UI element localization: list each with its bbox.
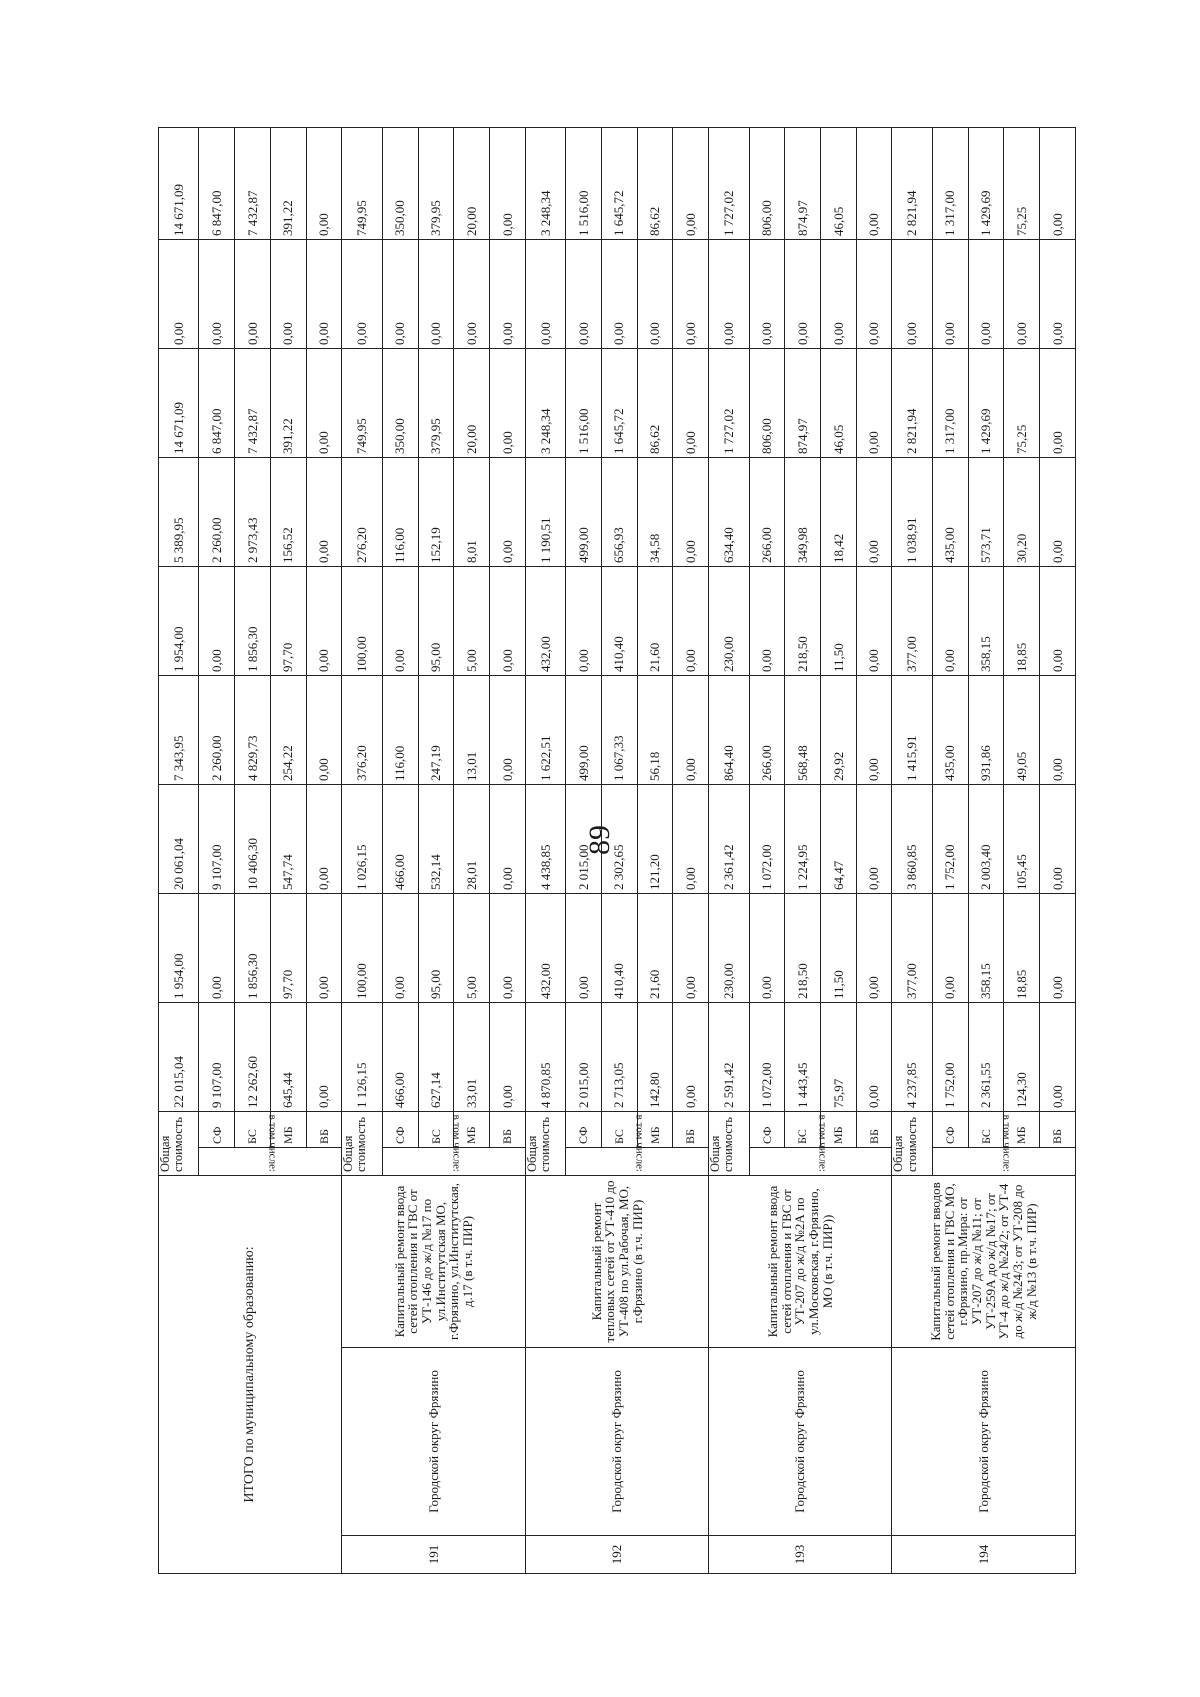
funding-value: 391,22 [270,348,306,457]
funding-value: 7 432,87 [235,348,271,457]
funding-value: 18,85 [1004,566,1040,675]
funding-value: 0,00 [968,239,1004,348]
total-cost-value: 377,00 [892,893,932,1002]
project-description: Капитальный ремонт ввода сетей отопления и ГВС от УТ-207 до ж/д №2А по ул.Московская, г.Фрязино, МО (в т.ч. ПИР)) [709,1175,892,1347]
total-cost-value: 432,00 [525,893,565,1002]
funding-value: 0,00 [673,675,709,784]
funding-source-code: МБ [270,1111,306,1147]
funding-value: 0,00 [418,239,454,348]
funding-value: 10 406,30 [235,784,271,893]
total-cost-value: 1 026,15 [342,784,382,893]
funding-source-code: ВБ [490,1111,526,1147]
funding-value: 124,30 [1004,1002,1040,1111]
funding-value: 806,00 [749,348,785,457]
funding-value: 46,05 [821,348,857,457]
funding-value: 2 260,00 [199,675,235,784]
funding-value: 0,00 [932,239,968,348]
total-cost-value: 100,00 [342,893,382,1002]
funding-value: 95,00 [418,566,454,675]
total-cost-value: 230,00 [709,893,749,1002]
total-cost-value: 0,00 [892,239,932,348]
funding-value: 410,40 [601,893,637,1002]
funding-value: 0,00 [673,239,709,348]
total-cost-value: 1 727,02 [709,127,749,239]
funding-source-code: ВБ [856,1111,892,1147]
funding-value: 95,00 [418,893,454,1002]
funding-value: 266,00 [749,457,785,566]
funding-value: 1 429,69 [968,348,1004,457]
funding-value: 0,00 [856,784,892,893]
funding-value: 0,00 [856,893,892,1002]
funding-value: 97,70 [270,566,306,675]
funding-value: 358,15 [968,566,1004,675]
funding-value: 21,60 [637,893,673,1002]
funding-value: 28,01 [454,784,490,893]
funding-value: 0,00 [199,893,235,1002]
total-cost-label: Общая стоимость [525,1111,565,1175]
block-total-row [159,127,199,1573]
funding-value: 34,58 [637,457,673,566]
funding-value: 0,00 [306,127,342,239]
total-cost-value: 7 343,95 [159,675,199,784]
funding-value: 0,00 [673,457,709,566]
funding-value: 33,01 [454,1002,490,1111]
total-cost-value: 0,00 [525,239,565,348]
total-cost-value: 1 727,02 [709,348,749,457]
total-cost-value: 14 671,09 [159,348,199,457]
funding-source-code: БС [601,1111,637,1147]
funding-value: 18,85 [1004,893,1040,1002]
funding-value: 806,00 [749,127,785,239]
funding-value: 0,00 [673,566,709,675]
funding-value: 466,00 [382,784,418,893]
total-cost-value: 1 954,00 [159,566,199,675]
funding-value: 2 260,00 [199,457,235,566]
funding-value: 116,00 [382,675,418,784]
funding-value: 1 067,33 [601,675,637,784]
total-cost-value: 634,40 [709,457,749,566]
funding-value: 0,00 [856,239,892,348]
funding-value: 11,50 [821,893,857,1002]
funding-value: 645,44 [270,1002,306,1111]
funding-value: 2 713,05 [601,1002,637,1111]
funding-value: 874,97 [785,348,821,457]
funding-value: 266,00 [749,675,785,784]
funding-value: 0,00 [566,566,602,675]
funding-value: 0,00 [749,239,785,348]
total-cost-label: Общая стоимость [342,1111,382,1175]
funding-value: 0,00 [856,675,892,784]
funding-value: 0,00 [673,127,709,239]
total-cost-value: 14 671,09 [159,127,199,239]
funding-value: 0,00 [1040,239,1076,348]
funding-value: 0,00 [490,348,526,457]
funding-value: 379,95 [418,127,454,239]
including-label-text: в том числе: [633,1114,646,1172]
municipality-name: Городской округ Фрязино [342,1348,525,1536]
funding-value: 0,00 [566,239,602,348]
funding-value: 2 015,00 [566,1002,602,1111]
total-cost-value: 0,00 [159,239,199,348]
funding-value: 1 645,72 [601,348,637,457]
total-cost-value: 2 821,94 [892,348,932,457]
funding-value: 2 973,43 [235,457,271,566]
funding-value: 0,00 [199,566,235,675]
total-cost-value: 432,00 [525,566,565,675]
funding-value: 1 224,95 [785,784,821,893]
funding-value: 568,48 [785,675,821,784]
funding-value: 1 317,00 [932,348,968,457]
funding-value: 0,00 [1040,348,1076,457]
funding-source-code: БС [968,1111,1004,1147]
funding-source-code: БС [785,1111,821,1147]
funding-value: 349,98 [785,457,821,566]
funding-source-code: МБ [1004,1111,1040,1147]
total-cost-value: 3 860,85 [892,784,932,893]
funding-value: 29,92 [821,675,857,784]
funding-value: 410,40 [601,566,637,675]
total-cost-label: Общая стоимость [709,1111,749,1175]
funding-source-code: ВБ [673,1111,709,1147]
total-cost-value: 864,40 [709,675,749,784]
total-cost-value: 0,00 [709,239,749,348]
funding-value: 97,70 [270,893,306,1002]
funding-value: 0,00 [382,566,418,675]
funding-value: 0,00 [1004,239,1040,348]
funding-value: 64,47 [821,784,857,893]
total-cost-value: 3 248,34 [525,127,565,239]
funding-value: 466,00 [382,1002,418,1111]
including-label-text: в том числе: [450,1114,463,1172]
funding-value: 0,00 [306,457,342,566]
funding-value: 350,00 [382,127,418,239]
funding-value: 0,00 [1040,566,1076,675]
funding-value: 0,00 [270,239,306,348]
funding-value: 0,00 [306,893,342,1002]
funding-source-code: МБ [637,1111,673,1147]
funding-value: 0,00 [637,239,673,348]
funding-value: 0,00 [490,566,526,675]
funding-value: 0,00 [673,784,709,893]
total-cost-value: 376,20 [342,675,382,784]
total-cost-value: 749,95 [342,348,382,457]
funding-value: 7 432,87 [235,127,271,239]
funding-value: 0,00 [235,239,271,348]
funding-value: 0,00 [306,566,342,675]
funding-source-code: СФ [932,1111,968,1147]
funding-value: 0,00 [601,239,637,348]
funding-value: 21,60 [637,566,673,675]
funding-value: 1 317,00 [932,127,968,239]
project-description: Капитальный ремонт тепловых сетей от УТ-410 до УТ-408 по ул.Рабочая, МО, г.Фрязино (в т.ч. ПИР) [525,1175,708,1347]
summary-label: ИТОГО по муниципальному образованию: [159,1175,342,1573]
funding-value: 1 072,00 [749,1002,785,1111]
total-cost-label: Общая стоимость [159,1111,199,1175]
funding-value: 0,00 [673,348,709,457]
block-total-row [342,127,382,1573]
funding-source-code: ВБ [1040,1111,1076,1147]
funding-value: 1 516,00 [566,348,602,457]
total-cost-value: 2 591,42 [709,1002,749,1111]
funding-value: 20,00 [454,127,490,239]
total-cost-value: 1 954,00 [159,893,199,1002]
funding-value: 0,00 [673,893,709,1002]
funding-value: 0,00 [821,239,857,348]
funding-value: 1 856,30 [235,566,271,675]
total-cost-value: 276,20 [342,457,382,566]
funding-value: 8,01 [454,457,490,566]
funding-value: 0,00 [490,1002,526,1111]
funding-value: 2 361,55 [968,1002,1004,1111]
row-number: 193 [709,1536,892,1574]
funding-value: 931,86 [968,675,1004,784]
funding-value: 0,00 [749,566,785,675]
funding-value: 2 302,65 [601,784,637,893]
total-cost-value: 3 248,34 [525,348,565,457]
total-cost-value: 1 190,51 [525,457,565,566]
total-cost-value: 230,00 [709,566,749,675]
funding-value: 435,00 [932,675,968,784]
funding-source-code: МБ [454,1111,490,1147]
total-cost-value: 749,95 [342,127,382,239]
block-total-row [525,127,565,1573]
row-number: 192 [525,1536,708,1574]
funding-value: 0,00 [932,566,968,675]
funding-value: 0,00 [673,1002,709,1111]
funding-value: 0,00 [749,893,785,1002]
total-cost-value: 4 438,85 [525,784,565,893]
funding-value: 874,97 [785,127,821,239]
total-cost-value: 377,00 [892,566,932,675]
funding-value: 1 856,30 [235,893,271,1002]
funding-value: 18,42 [821,457,857,566]
total-cost-label: Общая стоимость [892,1111,932,1175]
funding-value: 0,00 [306,1002,342,1111]
total-cost-value: 22 015,04 [159,1002,199,1111]
total-cost-value: 1 622,51 [525,675,565,784]
funding-value: 5,00 [454,893,490,1002]
total-cost-value: 20 061,04 [159,784,199,893]
funding-value: 350,00 [382,348,418,457]
funding-value: 0,00 [856,457,892,566]
funding-value: 46,05 [821,127,857,239]
funding-source-code: БС [418,1111,454,1147]
funding-value: 254,22 [270,675,306,784]
budget-sheet [158,128,1076,1574]
funding-value: 1 752,00 [932,1002,968,1111]
funding-source-code: БС [235,1111,271,1147]
total-cost-value: 5 389,95 [159,457,199,566]
funding-value: 0,00 [306,784,342,893]
funding-value: 0,00 [490,784,526,893]
funding-value: 532,14 [418,784,454,893]
funding-value: 75,25 [1004,127,1040,239]
funding-value: 6 847,00 [199,127,235,239]
funding-value: 11,50 [821,566,857,675]
funding-value: 0,00 [856,566,892,675]
municipality-name: Городской округ Фрязино [709,1348,892,1536]
total-cost-value: 1 415,91 [892,675,932,784]
funding-value: 0,00 [1040,457,1076,566]
funding-source-code: СФ [749,1111,785,1147]
funding-value: 5,00 [454,566,490,675]
funding-source-code: СФ [199,1111,235,1147]
funding-value: 435,00 [932,457,968,566]
funding-value: 499,00 [566,675,602,784]
funding-value: 9 107,00 [199,784,235,893]
rotated-document [158,128,1076,1574]
total-cost-value: 2 361,42 [709,784,749,893]
funding-source-code: СФ [382,1111,418,1147]
total-cost-value: 1 038,91 [892,457,932,566]
funding-value: 0,00 [1040,784,1076,893]
funding-value: 0,00 [490,127,526,239]
funding-value: 13,01 [454,675,490,784]
total-cost-value: 100,00 [342,566,382,675]
funding-value: 30,20 [1004,457,1040,566]
funding-value: 75,97 [821,1002,857,1111]
municipality-name: Городской округ Фрязино [525,1348,708,1536]
row-number: 194 [892,1536,1076,1574]
funding-source-code: СФ [566,1111,602,1147]
funding-value: 116,00 [382,457,418,566]
funding-value: 152,19 [418,457,454,566]
total-cost-value: 2 821,94 [892,127,932,239]
funding-value: 499,00 [566,457,602,566]
funding-value: 573,71 [968,457,1004,566]
funding-value: 105,45 [1004,784,1040,893]
funding-value: 56,18 [637,675,673,784]
funding-value: 218,50 [785,893,821,1002]
funding-value: 0,00 [856,1002,892,1111]
funding-value: 86,62 [637,348,673,457]
funding-value: 1 443,45 [785,1002,821,1111]
funding-value: 0,00 [490,893,526,1002]
funding-value: 1 429,69 [968,127,1004,239]
funding-value: 0,00 [1040,893,1076,1002]
funding-value: 656,93 [601,457,637,566]
funding-value: 0,00 [856,348,892,457]
funding-value: 86,62 [637,127,673,239]
funding-value: 0,00 [785,239,821,348]
funding-value: 2 015,00 [566,784,602,893]
funding-value: 20,00 [454,348,490,457]
funding-value: 1 072,00 [749,784,785,893]
funding-value: 0,00 [490,675,526,784]
funding-value: 391,22 [270,127,306,239]
row-number: 191 [342,1536,525,1574]
funding-value: 218,50 [785,566,821,675]
funding-value: 627,14 [418,1002,454,1111]
funding-value: 6 847,00 [199,348,235,457]
budget-table [158,127,1076,1574]
funding-value: 0,00 [1040,127,1076,239]
funding-value: 9 107,00 [199,1002,235,1111]
funding-value: 547,74 [270,784,306,893]
block-total-row [892,127,932,1573]
funding-value: 0,00 [306,348,342,457]
funding-source-code: ВБ [306,1111,342,1147]
funding-value: 1 516,00 [566,127,602,239]
funding-value: 0,00 [306,675,342,784]
funding-value: 247,19 [418,675,454,784]
funding-value: 12 262,60 [235,1002,271,1111]
funding-value: 0,00 [490,239,526,348]
including-label-text: в том числе: [816,1114,829,1172]
funding-value: 379,95 [418,348,454,457]
funding-value: 156,52 [270,457,306,566]
funding-value: 0,00 [856,127,892,239]
funding-value: 0,00 [382,239,418,348]
total-cost-value: 0,00 [342,239,382,348]
funding-value: 1 752,00 [932,784,968,893]
funding-value: 0,00 [1040,675,1076,784]
funding-value: 142,80 [637,1002,673,1111]
funding-value: 358,15 [968,893,1004,1002]
funding-value: 0,00 [490,457,526,566]
funding-value: 1 645,72 [601,127,637,239]
funding-value: 121,20 [637,784,673,893]
including-label-text: в том числе: [266,1114,279,1172]
funding-value: 0,00 [199,239,235,348]
funding-value: 0,00 [1040,1002,1076,1111]
page-number: 89 [583,825,616,855]
project-description: Капитальный ремонт вводов сетей отопления и ГВС МО, г.Фрязино, пр.Мира: от УТ-207 до ж/д №11; от УТ-259А до ж/д №17; от УТ-4 до ж/д №24/2; от УТ-4 до ж/д №24/3; от УТ-208 до ж/д №13 (в т.ч. ПИР) [892,1175,1076,1347]
funding-value: 0,00 [566,893,602,1002]
funding-value: 0,00 [306,239,342,348]
funding-value: 49,05 [1004,675,1040,784]
funding-value: 0,00 [932,893,968,1002]
block-total-row [709,127,749,1573]
funding-value: 0,00 [454,239,490,348]
including-label-text: в том числе: [1000,1114,1013,1172]
funding-value: 0,00 [382,893,418,1002]
project-description: Капитальный ремонт ввода сетей отопления и ГВС от УТ-146 до ж/д №17 по ул.Институтская МО, г.Фрязино, ул.Институтская, д.17 (в т.ч. ПИР) [342,1175,525,1347]
total-cost-value: 4 870,85 [525,1002,565,1111]
funding-value: 4 829,73 [235,675,271,784]
municipality-name: Городской округ Фрязино [892,1348,1076,1536]
total-cost-value: 4 237,85 [892,1002,932,1111]
funding-value: 75,25 [1004,348,1040,457]
funding-source-code: МБ [821,1111,857,1147]
funding-value: 2 003,40 [968,784,1004,893]
total-cost-value: 1 126,15 [342,1002,382,1111]
